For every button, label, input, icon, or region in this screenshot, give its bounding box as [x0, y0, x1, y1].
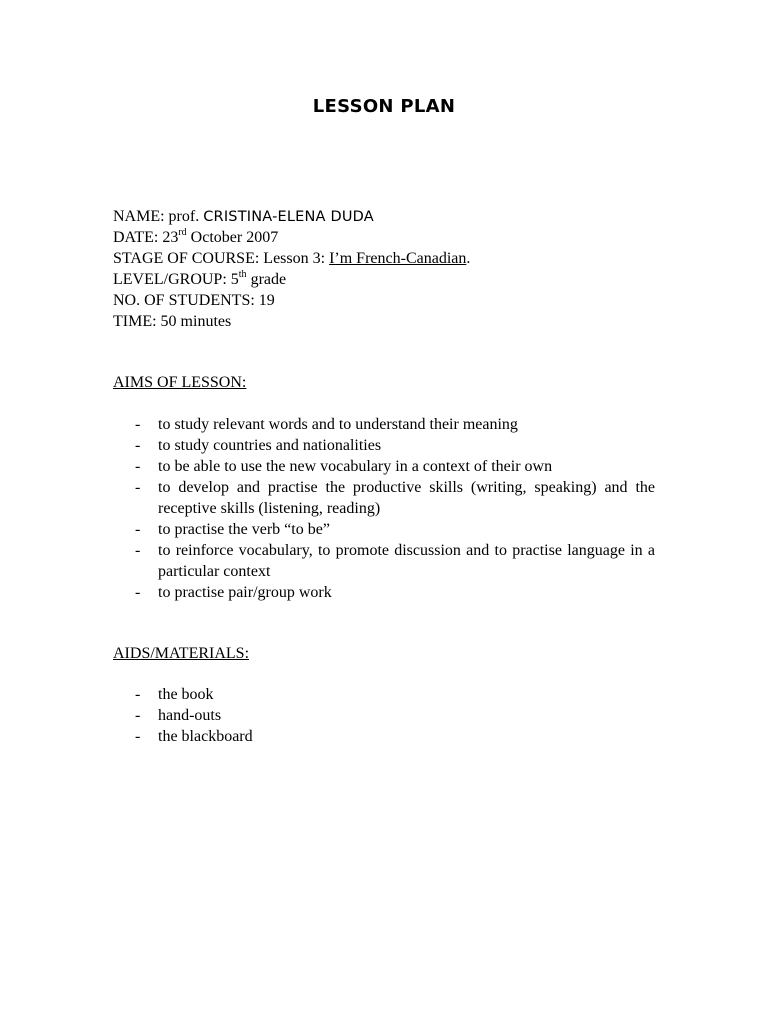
date-label: DATE: 23: [113, 229, 179, 246]
name-label: NAME: prof.: [113, 208, 204, 225]
dash-bullet: -: [135, 707, 141, 724]
dash-bullet: -: [135, 728, 141, 745]
dash-bullet: -: [135, 458, 141, 475]
list-item: [113, 540, 655, 582]
aim-text: to study relevant words and to understand their meaning: [158, 416, 518, 433]
aim-text: to be able to use the new vocabulary in a context of their own: [158, 458, 553, 475]
level-ordinal: th: [238, 268, 247, 280]
aim-text: to develop and practise the productive skills (writing, speaking) and the receptive skills (listening, reading): [158, 479, 655, 517]
level-rest: grade: [246, 271, 287, 288]
list-item: [113, 684, 655, 705]
lesson-title: I’m French-Canadian: [329, 250, 467, 267]
teacher-name: CRISTINA-ELENA DUDA: [203, 209, 374, 225]
material-text: the book: [158, 686, 214, 703]
list-item: [113, 726, 655, 747]
aim-text: to practise the verb “to be”: [158, 521, 330, 538]
dash-bullet: -: [135, 542, 141, 559]
date-rest: October 2007: [186, 229, 279, 246]
dash-bullet: -: [135, 686, 141, 703]
list-item: [113, 705, 655, 726]
list-item: [113, 456, 655, 477]
dash-bullet: -: [135, 479, 141, 496]
materials-list: [113, 684, 655, 747]
material-text: the blackboard: [158, 728, 253, 745]
aims-list: [113, 414, 655, 603]
dash-bullet: -: [135, 584, 141, 601]
list-item: [113, 519, 655, 540]
dash-bullet: -: [135, 521, 141, 538]
stage-label: STAGE OF COURSE: Lesson 3:: [113, 250, 330, 267]
name-line: [113, 206, 673, 227]
aims-heading: AIMS OF LESSON:: [113, 374, 247, 391]
aim-text: to study countries and nationalities: [158, 437, 382, 454]
dash-bullet: -: [135, 437, 141, 454]
list-item: [113, 414, 655, 435]
material-text: hand-outs: [158, 707, 222, 724]
date-line: [113, 227, 673, 248]
aim-text: to reinforce vocabulary, to promote discussion and to practise language in a particular context: [158, 542, 655, 580]
level-label: LEVEL/GROUP: 5: [113, 271, 239, 288]
stage-end: .: [466, 250, 471, 267]
list-item: [113, 435, 655, 456]
page-title: LESSON PLAN: [312, 96, 456, 117]
lesson-info: [113, 206, 673, 332]
level-line: [113, 269, 673, 290]
materials-heading: AIDS/MATERIALS:: [113, 645, 250, 662]
list-item: [113, 582, 655, 603]
list-item: [113, 477, 655, 519]
date-ordinal: rd: [178, 226, 187, 238]
dash-bullet: -: [135, 416, 141, 433]
stage-line: [113, 248, 673, 269]
aim-text: to practise pair/group work: [158, 584, 332, 601]
time-line: TIME: 50 minutes: [113, 313, 232, 330]
students-line: NO. OF STUDENTS: 19: [113, 292, 275, 309]
